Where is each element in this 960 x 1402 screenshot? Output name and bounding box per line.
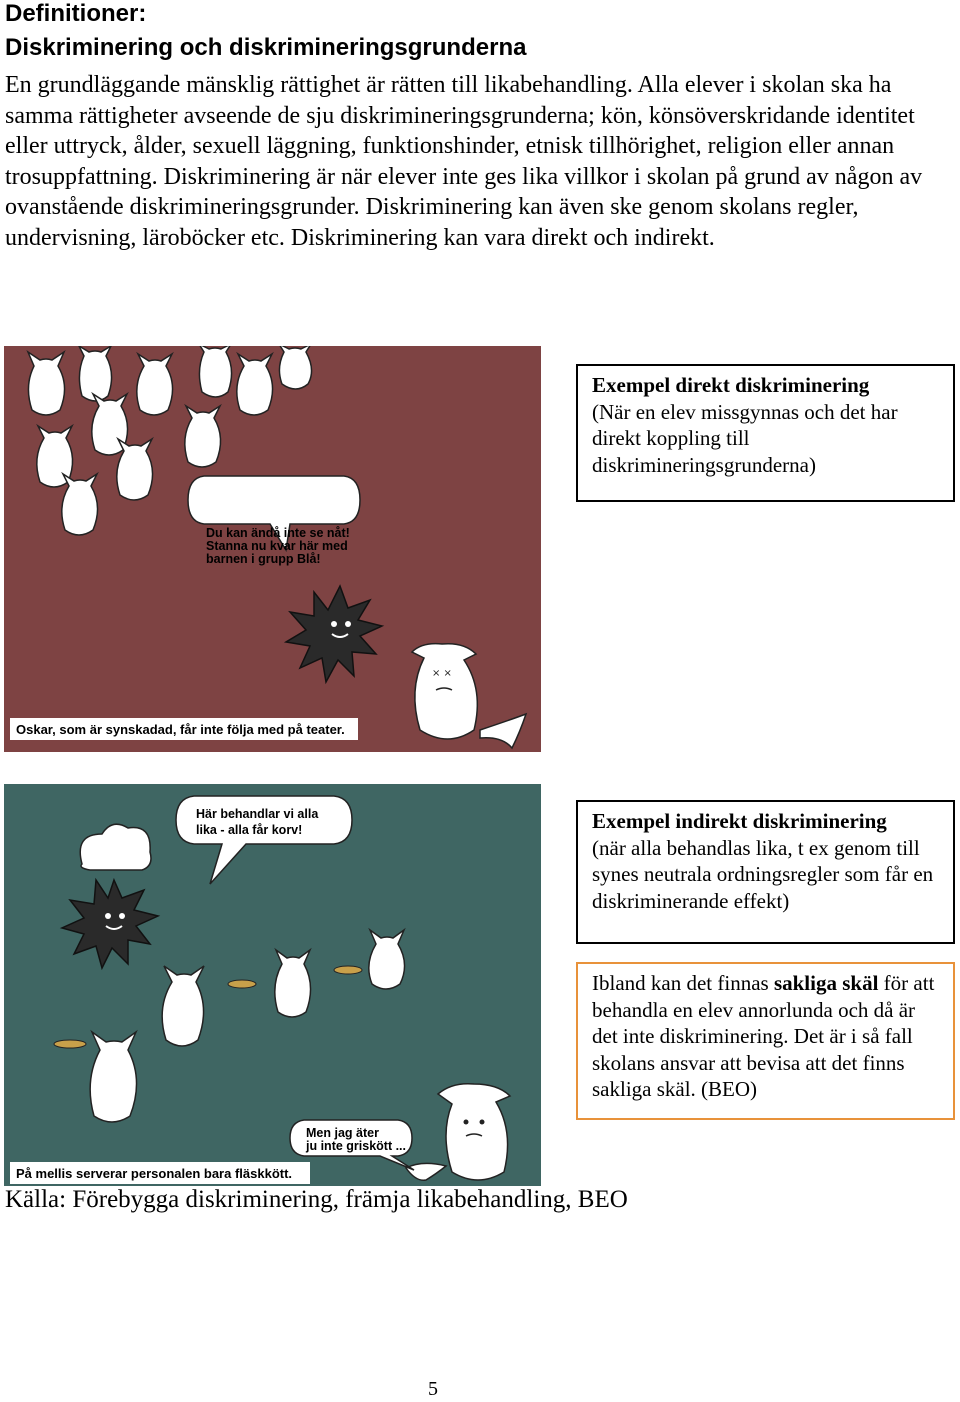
comic-direct-illustration xyxy=(4,346,541,752)
note-text-after: för att behandla en elev annorlunda och då är det inte diskriminering. Det är i så fall skolans ansvar att bevisa att det finns sakliga skäl. (BEO) xyxy=(592,971,935,1101)
svg-text:× ×: × × xyxy=(432,668,452,679)
bubble-line-2: Stanna nu kvar här med xyxy=(206,539,348,553)
objective-reasons-note xyxy=(576,962,955,1120)
bubble-1-line-1: Här behandlar vi alla xyxy=(196,807,319,821)
note-text-bold: sakliga skäl xyxy=(773,971,879,995)
bubble-line-1: Du kan ändå inte se nåt! xyxy=(206,526,350,540)
speech-bubble xyxy=(188,476,360,566)
note-text-before: Ibland kan det finnas xyxy=(592,971,774,995)
intro-paragraph: En grundläggande mänsklig rättighet är rätten till likabehandling. Alla elever i skolan ska ha samma rättigheter avseende de sju diskrimineringsgrunderna; kön, könsöverskridande identitet eller uttryck, ålder, sexuell läggning, funktionshinder, etnisk tillhörighet, religion eller annan trosuppfattning. Diskriminering är när elever inte ges lika villkor i skolan på grund av någon av ovanstående diskrimineringsgrunder. Diskriminering kan även ske genom skolans regler, undervisning, läroböcker etc. Diskriminering kan vara direkt och indirekt. xyxy=(5,72,923,251)
bubble-2-line-2: ju inte griskött ... xyxy=(306,1139,407,1153)
comic-indirect-illustration xyxy=(4,784,541,1186)
example-direct-text: (När en elev missgynnas och det har direkt koppling till diskrimineringsgrunderna) xyxy=(592,399,898,477)
section-heading: Diskriminering och diskrimineringsgrunderna xyxy=(5,34,527,61)
example-direct-box xyxy=(576,364,955,502)
bubble-1-line-2: lika - alla får korv! xyxy=(196,823,303,837)
example-direct-title: Exempel direkt diskriminering xyxy=(592,373,870,397)
example-indirect-box xyxy=(576,800,955,944)
example-indirect-text: (när alla behandlas lika, t ex genom till synes neutrala ordningsregler som får en diskriminerande effekt) xyxy=(592,835,934,913)
example-indirect-title: Exempel indirekt diskriminering xyxy=(592,809,887,833)
page-title: Definitioner: xyxy=(5,0,147,27)
bubble-line-3: barnen i grupp Blå! xyxy=(206,552,321,566)
comic-caption: Oskar, som är synskadad, får inte följa med på teater. xyxy=(16,722,345,737)
bubble-2-line-1: Men jag äter xyxy=(306,1126,379,1140)
comic-direct-discrimination xyxy=(4,346,541,752)
comic-indirect-discrimination xyxy=(4,784,541,1186)
comic-caption: På mellis serverar personalen bara fläskkött. xyxy=(16,1166,293,1181)
source-citation: Källa: Förebygga diskriminering, främja likabehandling, BEO xyxy=(5,1186,628,1213)
page-number: 5 xyxy=(428,1378,438,1400)
